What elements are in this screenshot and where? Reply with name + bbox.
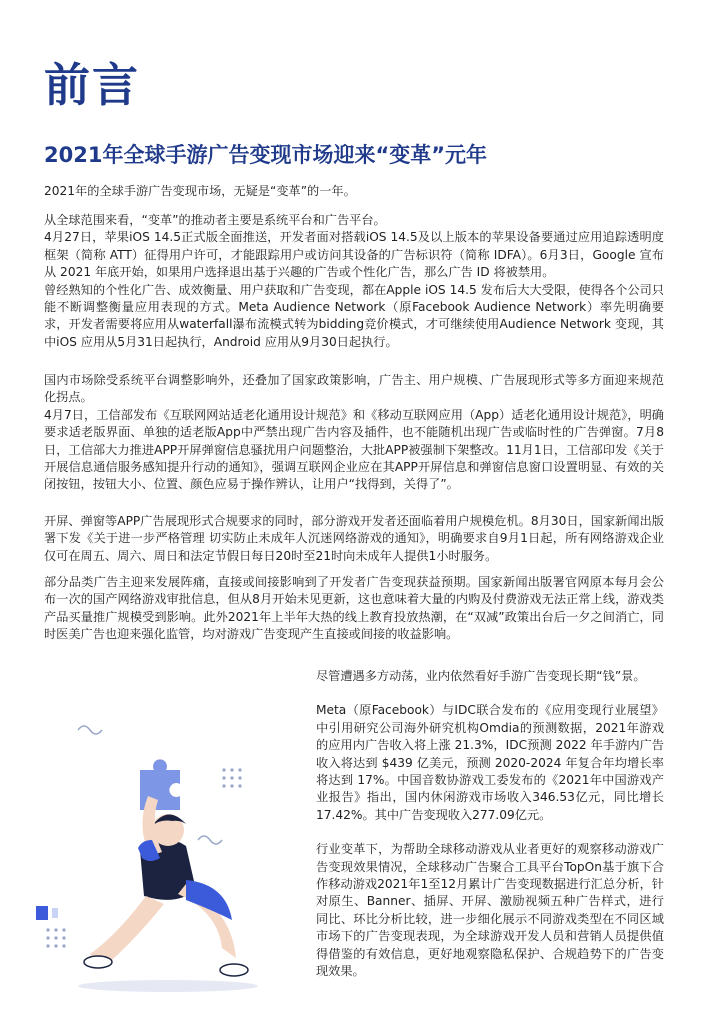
paragraph: 曾经熟知的个性化广告、成效衡量、用户获取和广告变现，都在Apple iOS 14.5 发布后大大受限，使得各个公司只能不断调整衡量应用表现的方式。Meta Audience Network（原Facebook Audience Network）率先明确要求，开发者需要将应用从waterfall瀑布流模式转为bidding竞价模式，才可继续使用Audience Network 变现，其中iOS 应用从5月31日起执行，Android 应用从9月30日起执行。 — [44, 282, 664, 349]
section-global — [44, 212, 664, 351]
section-subtitle: 2021年全球手游广告变现市场迎来“变革”元年 — [44, 143, 488, 167]
person-puzzle-illustration — [28, 700, 288, 1000]
paragraph: 4月7日，工信部发布《互联网网站适老化通用设计规范》和《移动互联网应用（App）适老化通用设计规范》，明确要求适老版界面、单独的适老版App中严禁出现广告内容及插件，也不能随机出现广告或临时性的广告弹窗。7月8日，工信部大力推进APP开屏弹窗信息骚扰用户问题整治，大批APP被强制下架整改。11月1日，工信部印发《关于开展信息通信服务感知提升行动的通知》，强调互联网企业应在其APP开屏信息和弹窗信息窗口设置明显、有效的关闭按钮，按钮大小、位置、颜色应易于操作辨认，让用户“找得到，关得了”。 — [44, 407, 664, 492]
page-title: 前言 — [44, 58, 140, 112]
intro-paragraph: 2021年的全球手游广告变现市场，无疑是“变革”的一年。 — [44, 184, 356, 198]
paragraph: 国内市场除受系统平台调整影响外，还叠加了国家政策影响，广告主、用户规模、广告展现形式等多方面迎来规范化拐点。 — [44, 373, 664, 405]
paragraph: 部分品类广告主迎来发展阵痛，直接或间接影响到了开发者广告变现获益预期。国家新闻出版署官网原本每月会公布一次的国产网络游戏审批信息，但从8月开始未见更新，这也意味着大量的内购及付费游戏无法正常上线，游戏类产品买量推广规模受到影响。此外2021年上半年大热的线上教育投放热潮，在“双减”政策出台后一夕之间消亡，同时医美广告也迎来强化监管，均对游戏广告变现产生直接或间接的收益影响。 — [44, 575, 664, 642]
square-icon — [36, 906, 48, 920]
section-advertisers — [44, 574, 664, 644]
paragraph: 尽管遭遇多方动荡，业内依然看好手游广告变现长期“钱”景。 — [316, 669, 646, 683]
paragraph: Meta（原Facebook）与IDC联合发布的《应用变现行业展望》中引用研究公司海外研究机构Omdia的预测数据，2021年游戏的应用内广告收入将上涨 21.3%，IDC预测 2022 年手游内广告收入将达到 $439 亿美元，预测 2020-2024 年复合年均增长率将达到 17%。中国音数协游戏工委发布的《2021年中国游戏产业报告》指出，国内休闲游戏市场收入346.53亿元，同比增长17.42%。其中广告变现收入277.09亿元。 — [316, 703, 664, 822]
section-minors — [44, 513, 664, 565]
paragraph: 4月27日，苹果iOS 14.5正式版全面推送，开发者面对搭载iOS 14.5及以上版本的苹果设备要通过应用追踪透明度框架（简称 ATT）征得用户许可，才能跟踪用户或访问其设备的广告标识符（简称 IDFA）。6月3日，Google 宣布从 2021 年底开始，如果用户选择退出基于兴趣的广告或个性化广告，那么广告 ID 将被禁用。 — [44, 230, 664, 280]
section-domestic — [44, 372, 664, 494]
right-column — [316, 668, 664, 981]
paragraph: 开屏、弹窗等APP广告展现形式合规要求的同时，部分游戏开发者还面临着用户规模危机。8月30日，国家新闻出版署下发《关于进一步严格管理 切实防止未成年人沉迷网络游戏的通知》，明确要求自9月1日起，所有网络游戏企业仅可在周五、周六、周日和法定节假日每日20时至21时向未成年人提供1小时服务。 — [44, 514, 664, 563]
paragraph: 行业变革下，为帮助全球移动游戏从业者更好的观察移动游戏广告变现效果情况，全球移动广告聚合工具平台TopOn基于旗下合作移动游戏2021年1至12月累计广告变现数据进行汇总分析，针对原生、Banner、插屏、开屏、激励视频五种广告样式，进行同比、环比分析比较，进一步细化展示不同游戏类型在不同区域市场下的广告变现表现，为全球游戏开发人员和营销人员提供值得借鉴的有效信息，更好地观察隐私保护、合规趋势下的广告变现效果。 — [316, 842, 664, 979]
paragraph: 从全球范围来看，“变革”的推动者主要是系统平台和广告平台。 — [44, 213, 386, 227]
